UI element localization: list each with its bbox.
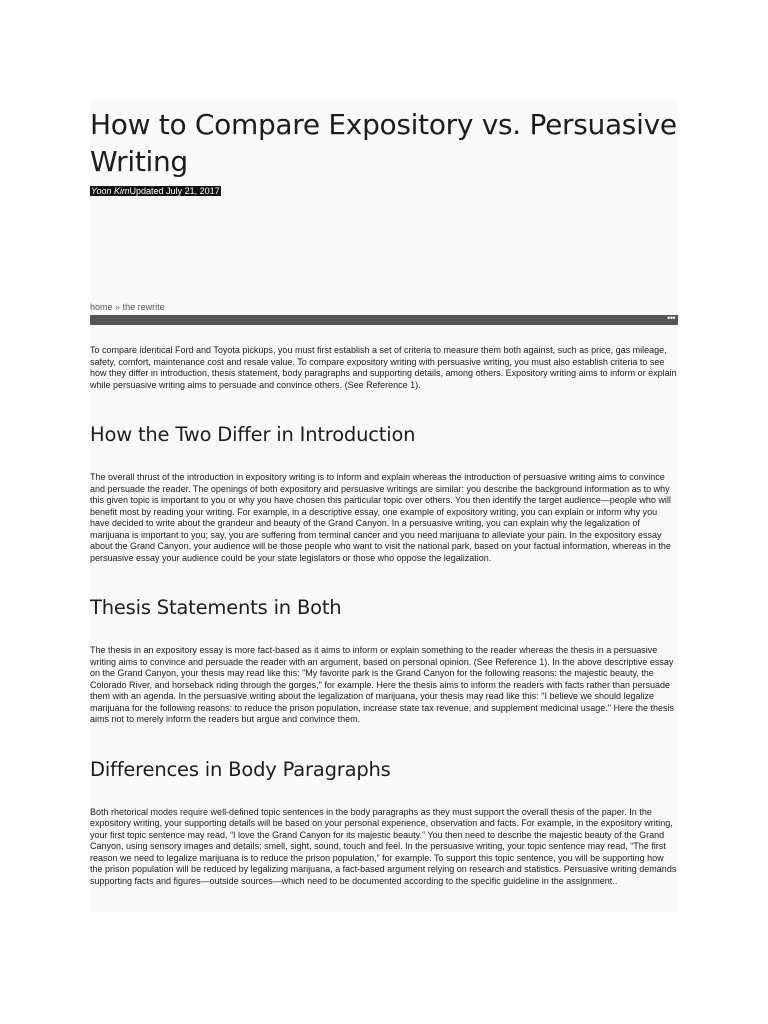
byline bbox=[90, 186, 221, 196]
intro-paragraph: To compare identical Ford and Toyota pickups, you must first establish a set of criteria to measure them both against, such as price, gas mileage, safety, comfort, maintenance cost and resale value. To compare expository writing with persuasive writing, you must also establish criteria to see how they differ in introduction, thesis statement, body paragraphs and supporting details, among others. Expository writing aims to inform or explain while persuasive writing aims to persuade and convince others. (See Reference 1). bbox=[90, 345, 677, 390]
breadcrumb-separator: » bbox=[115, 302, 121, 312]
article-body bbox=[90, 345, 678, 887]
section-body-body-paragraphs: Both rhetorical modes require well-defined topic sentences in the body paragraphs as they must support the overall thesis of the paper. In the expository writing, your supporting details will be based on your personal experience, observation and facts. For example, in the expository writing, your first topic sentence may read, “I love the Grand Canyon for its majestic beauty.” You then need to describe the majestic beauty of the Grand Canyon, using sensory images and details: smell, sight, sound, touch and feel. In the persuasive writing, your topic sentence may read, “The first reason we need to legalize marijuana is to reduce the prison population,” for example. To support this topic sentence, you will be supporting how the prison population will be reduced by legalizing marijuana, a fact-based argument relying on research and statistics. Persuasive writing demands supporting facts and figures—outside sources—which need to be documented according to the specific guideline in the assignment.. bbox=[90, 806, 677, 886]
updated-date: Updated July 21, 2017 bbox=[129, 186, 220, 196]
breadcrumb-section-link[interactable]: the rewrite bbox=[122, 302, 165, 312]
section-body-introduction: The overall thrust of the introduction in expository writing is to inform and explain whereas the introduction of persuasive writing aims to convince and persuade the reader. The openings of both expository and persuasive writings are similar: you describe the background information as to why this given topic is important to you or why you have chosen this particular topic over others. You then identify the target audience—people who will benefit most by reading your writing. For example, in a descriptive essay, one example of expository writing, you can explain or inform why you have decided to write about the grandeur and beauty of the Grand Canyon. In a persuasive writing, you can explain why the legalization of marijuana is important to you; say, you are suffering from terminal cancer and you need marijuana to alleviate your pain. In the expository essay about the Grand Canyon, your audience will be those people who want to visit the national park, based on your factual information, whereas in the persuasive essay your audience could be your state legislators or those who oppose the legalization. bbox=[90, 472, 671, 563]
more-icon[interactable]: ••• bbox=[667, 313, 675, 323]
section-heading-introduction: How the Two Differ in Introduction bbox=[90, 423, 416, 446]
breadcrumb bbox=[90, 302, 165, 312]
section-heading-thesis: Thesis Statements in Both bbox=[90, 596, 342, 619]
breadcrumb-home-link[interactable]: home bbox=[90, 302, 113, 312]
article-page bbox=[90, 100, 678, 912]
section-heading-body-paragraphs: Differences in Body Paragraphs bbox=[90, 757, 391, 781]
author-link[interactable]: Yoon Kim bbox=[91, 186, 130, 196]
nav-bar bbox=[90, 315, 678, 325]
page-title: How to Compare Expository vs. Persuasive Writing bbox=[90, 108, 677, 178]
section-body-thesis: The thesis in an expository essay is more fact-based as it aims to inform or explain something to the reader whereas the thesis in a persuasive writing aims to convince and persuade the reader with an argument, based on personal opinion. (See Reference 1). In the above descriptive essay on the Grand Canyon, your thesis may read like this: "My favorite park is the Grand Canyon for the following reasons: the majestic beauty, the Colorado River, and horseback riding through the gorges," for example. Here the thesis aims to inform the readers with facts rather than persuade them with an agenda. In the persuasive writing about the legalization of marijuana, your thesis may read like this: "I believe we should legalize marijuana for the following reasons: to reduce the prison population, increase state tax revenue, and supplement medicinal usage." Here the thesis aims not to merely inform the readers but argue and convince them. bbox=[90, 645, 675, 724]
